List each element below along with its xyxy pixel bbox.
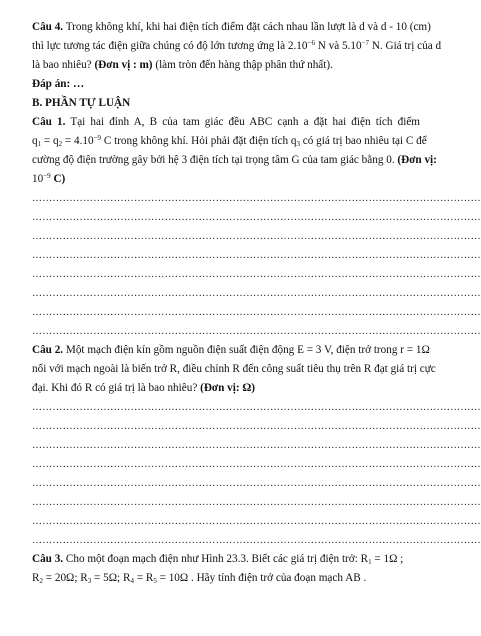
section-b-title: B. PHẦN TỰ LUẬN xyxy=(32,97,131,109)
c1-line-4 xyxy=(32,170,420,189)
c3-sub-3: 3 xyxy=(87,577,92,585)
c3-sub-2: 2 xyxy=(39,577,43,585)
c3-sub-4: 4 xyxy=(130,577,134,585)
answer-dots: …………………………………………………………………………………………………………………… xyxy=(32,231,481,242)
c2-text-2: nối với mạch ngoài là biến trở R, điều chỉnh R đến công suất tiêu thụ trên R đạt giá trị cực xyxy=(32,363,436,375)
answer-dots: …………………………………………………………………………………………………………………… xyxy=(32,288,481,299)
c1-text-4a: 10 xyxy=(32,173,44,185)
answer-dots: …………………………………………………………………………………………………………………… xyxy=(32,478,481,489)
q4-text-3b: (làm tròn đến hàng thập phân thứ nhất). xyxy=(152,59,333,71)
c1-text-2d: C trong không khí. Hỏi phải đặt điện tích q xyxy=(101,135,297,147)
c2-line-2 xyxy=(32,360,436,379)
answer-dots: …………………………………………………………………………………………………………………… xyxy=(32,326,481,337)
q4-answer xyxy=(32,75,420,94)
c1-sub-1: 1 xyxy=(37,140,42,148)
c3-text-2c: = 5Ω; R xyxy=(91,572,131,584)
answer-dots: …………………………………………………………………………………………………………………… xyxy=(32,535,481,546)
document-page xyxy=(32,18,481,588)
answer-dots: …………………………………………………………………………………………………………………… xyxy=(32,421,481,432)
c2-text-3: đại. Khi đó R có giá trị là bao nhiêu? xyxy=(32,382,201,394)
c3-text-1b: = 1Ω ; xyxy=(371,553,404,565)
c3-text-2b: = 20Ω; R xyxy=(42,572,88,584)
c2-line-1 xyxy=(32,341,430,360)
c2-unit: (Đơn vị: Ω) xyxy=(200,382,256,394)
answer-dots: …………………………………………………………………………………………………………………… xyxy=(32,212,481,223)
c1-line-2 xyxy=(32,132,427,151)
answer-dots: …………………………………………………………………………………………………………………… xyxy=(32,440,481,451)
c3-line-2 xyxy=(32,569,420,588)
q4-label: Câu 4. xyxy=(32,21,64,33)
c1-exp: −9 xyxy=(93,134,102,142)
c1-line-3 xyxy=(32,151,437,170)
answer-dots: …………………………………………………………………………………………………………………… xyxy=(32,307,481,318)
q4-line-2 xyxy=(32,37,442,56)
answer-dots: …………………………………………………………………………………………………………………… xyxy=(32,516,481,527)
c1-text-4b: C) xyxy=(50,173,66,185)
c1-sub-3: 3 xyxy=(296,140,300,148)
c2-label: Câu 2. xyxy=(32,344,64,356)
section-b-heading xyxy=(32,94,420,113)
c3-text-1: Cho một đoạn mạch điện như Hình 23.3. Biết các giá trị điện trở: R xyxy=(65,553,369,565)
c1-q: q xyxy=(32,135,38,147)
q4-exp-1: −6 xyxy=(307,39,315,47)
q4-line-1 xyxy=(32,18,431,37)
q4-exp-2: −7 xyxy=(361,39,370,47)
c2-line-3 xyxy=(32,379,420,398)
q4-unit: (Đơn vị : m) xyxy=(94,59,153,71)
c1-unit: (Đơn vị: xyxy=(397,154,437,166)
answer-dots: …………………………………………………………………………………………………………………… xyxy=(32,402,481,413)
c3-sub-5: 5 xyxy=(153,577,157,585)
c1-text-2e: có giá trị bao nhiêu tại C để xyxy=(299,135,427,147)
c3-text-2e: = 10Ω . Hãy tính điện trở của đoạn mạch AB . xyxy=(156,572,367,584)
q4-answer-text: Đáp án: … xyxy=(32,78,85,90)
c3-sub-1: 1 xyxy=(368,558,372,566)
q4-text-2c: N. Giá trị của d xyxy=(369,40,442,52)
q4-text-3a: là bao nhiêu? xyxy=(32,59,95,71)
q4-text-2b: N và 5.10 xyxy=(314,40,362,52)
c1-exp-4: −9 xyxy=(43,172,51,180)
c3-text-2d: = R xyxy=(133,572,154,584)
answer-dots: …………………………………………………………………………………………………………………… xyxy=(32,250,481,261)
c1-sub-2: 2 xyxy=(58,140,63,148)
c1-line-1 xyxy=(32,113,420,132)
c3-line-1 xyxy=(32,550,420,569)
answer-dots: …………………………………………………………………………………………………………………… xyxy=(32,497,481,508)
answer-dots: …………………………………………………………………………………………………………………… xyxy=(32,193,481,204)
q4-text-1: Trong không khí, khi hai điện tích điểm đặt cách nhau lần lượt là d và d - 10 (cm) xyxy=(65,21,431,33)
c3-r: R xyxy=(32,572,40,584)
c1-label: Câu 1. xyxy=(32,116,66,128)
c1-text-1: Tại hai đỉnh A, B của tam giác đều ABC cạnh a đặt hai điện tích điểm xyxy=(70,116,420,128)
c3-label: Câu 3. xyxy=(32,553,64,565)
c1-text-2b: = q xyxy=(41,135,59,147)
c2-text-1: Một mạch điện kín gồm nguồn điện suất điện động E = 3 V, điện trở trong r = 1Ω xyxy=(65,344,430,356)
c1-text-3: cường độ điện trường gây bởi hệ 3 điện tích tại trọng tâm G của tam giác bằng 0. xyxy=(32,154,398,166)
answer-dots: …………………………………………………………………………………………………………………… xyxy=(32,459,481,470)
c1-text-2c: = 4.10 xyxy=(62,135,94,147)
q4-text-2a: thì lực tương tác điện giữa chúng có độ lớn tương ứng là 2.10 xyxy=(32,40,308,52)
answer-dots: …………………………………………………………………………………………………………………… xyxy=(32,269,481,280)
q4-line-3 xyxy=(32,56,420,75)
